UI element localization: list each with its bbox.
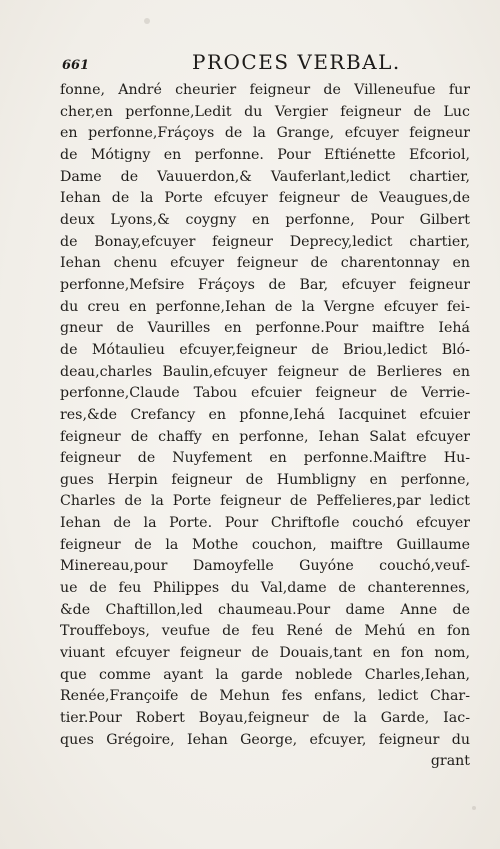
text-line: Iehan chenu efcuyer feigneur de charentonnay en: [60, 255, 470, 272]
text-line: tier.Pour Robert Boyau,feigneur de la Garde, Iac-: [60, 710, 470, 727]
text-line: ue de feu Philippes du Val,dame de chanterennes,: [60, 580, 470, 597]
text-line: cher,en perfonne,Ledit du Vergier feigneur de Luc: [60, 103, 470, 120]
ink-speck: [472, 806, 476, 810]
text-line: Iehan de la Porte. Pour Chriftofle couchó efcuyer: [60, 515, 470, 532]
text-line: ques Grégoire, Iehan George, efcuyer, feigneur du: [60, 731, 470, 748]
text-line: Dame de Vauuerdon,& Vauferlant,ledict chartier,: [60, 168, 470, 185]
text-line: Charles de la Porte feigneur de Peffelieres,par ledict: [60, 493, 470, 510]
catchword: grant: [430, 753, 470, 770]
text-line: du creu en perfonne,Iehan de la Vergne efcuyer fei-: [60, 298, 470, 315]
page-header: [62, 50, 462, 76]
text-line: feigneur de chaffy en perfonne, Iehan Salat efcuyer: [60, 428, 470, 445]
text-line: feigneur de Nuyfement en perfonne.Maiftre Hu-: [60, 450, 470, 467]
page-number: 661: [62, 58, 90, 73]
text-line: en perfonne,Fráçoys de la Grange, efcuyer feigneur: [60, 125, 470, 142]
text-line: fonne, André cheurier feigneur de Villeneufue fur: [60, 82, 470, 98]
text-line: deux Lyons,& coygny en perfonne, Pour Gilbert: [60, 211, 470, 228]
text-line: de Mótaulieu efcuyer,feigneur de Briou,ledict Bló-: [60, 341, 470, 358]
text-line: res,&de Crefancy en pfonne,Iehá Iacquinet efcuier: [60, 406, 470, 423]
body-text: [60, 80, 470, 773]
text-line: gues Herpin feigneur de Humbligny en perfonne,: [60, 471, 470, 488]
text-line: &de Chaftillon,led chaumeau.Pour dame Anne de: [60, 601, 470, 618]
text-line: gneur de Vaurilles en perfonne.Pour maiftre Iehá: [60, 320, 470, 337]
text-line: viuant efcuyer feigneur de Douais,tant en fon nom,: [60, 645, 470, 662]
text-line: perfonne,Mefsire Fráçoys de Bar, efcuyer feigneur: [60, 276, 470, 293]
text-line: que comme ayant la garde noblede Charles,Iehan,: [60, 666, 470, 683]
text-line: Iehan de la Porte efcuyer feigneur de Veaugues,de: [60, 190, 470, 207]
text-line: feigneur de la Mothe couchon, maiftre Guillaume: [60, 536, 470, 553]
ink-speck: [144, 18, 150, 24]
text-line: Trouffeboys, veufue de feu René de Mehú en fon: [60, 623, 470, 640]
text-line: de Mótigny en perfonne. Pour Eftiénette Efcoriol,: [60, 146, 470, 163]
text-line: de Bonay,efcuyer feigneur Deprecy,ledict chartier,: [60, 233, 470, 250]
text-line: Minereau,pour Damoyfelle Guyóne couchó,veuf-: [60, 558, 470, 575]
running-title: PROCES VERBAL.: [192, 50, 401, 74]
text-line: deau,charles Baulin,efcuyer feigneur de Berlieres en: [60, 363, 470, 380]
text-line: Renée,Françoife de Mehun fes enfans, ledict Char-: [60, 688, 470, 705]
text-line: perfonne,Claude Tabou efcuier feigneur de Verrie-: [60, 385, 470, 402]
